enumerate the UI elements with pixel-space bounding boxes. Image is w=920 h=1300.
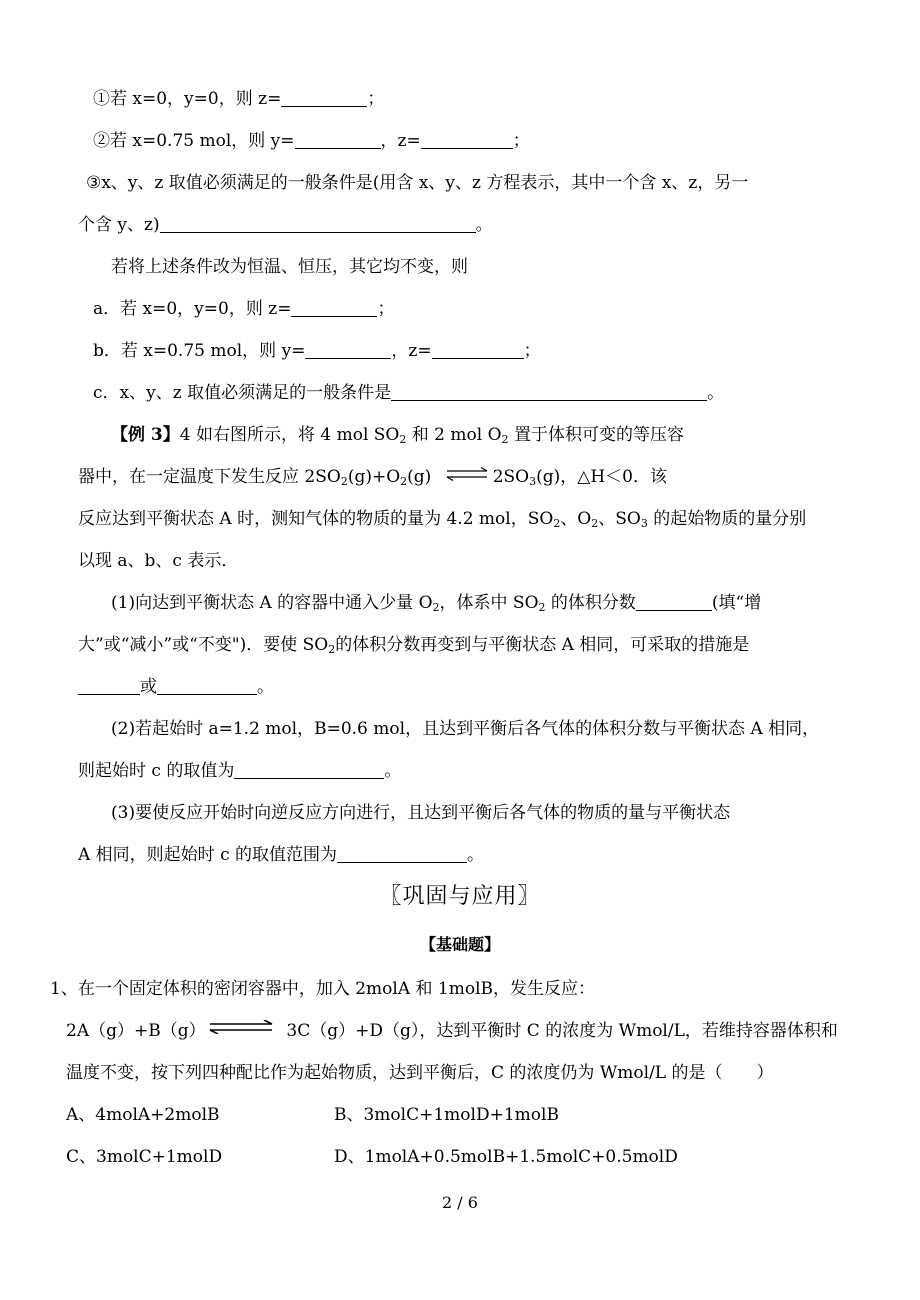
line-text: ； [512, 131, 530, 151]
line-text: (g)+O [347, 467, 401, 487]
line-text: ； [377, 299, 395, 319]
section-title: 〖巩固与应用〗 [379, 884, 541, 909]
answer-blank[interactable] [391, 383, 707, 401]
answer-blank[interactable] [295, 131, 381, 149]
line-text: ①若 x=0，y=0，则 z= [93, 89, 282, 109]
example-3-line-3 [78, 508, 806, 530]
line-text: 。 [257, 677, 274, 697]
line-text: (1)向达到平衡状态 A 的容器中通入少量 O [111, 593, 433, 613]
subscript: 3 [529, 475, 537, 488]
line-text: ，z= [380, 131, 421, 151]
question-line-4 [78, 214, 493, 236]
example-3-part2-line-1: (2)若起始时 a=1.2 mol，B=0.6 mol，且达到平衡后各气体的体积分数与平衡状态 A 相同， [111, 719, 820, 739]
equilibrium-arrow-icon [445, 467, 489, 481]
example-3-part3-line-1: (3)要使反应开始时向逆反应方向进行，且达到平衡后各气体的物质的量与平衡状态 [111, 803, 731, 823]
example-tag: 【例 3】 [111, 425, 180, 445]
line-text: (g)，△H＜0．该 [536, 467, 667, 487]
line-text: ②若 x=0.75 mol，则 y= [93, 131, 295, 151]
subscript: 2 [538, 601, 546, 614]
line-text: 器中，在一定温度下发生反应 2SO [78, 467, 341, 487]
line-text: 。 [475, 215, 493, 235]
line-text: ； [523, 341, 541, 361]
page-number: 2 / 6 [442, 1193, 478, 1212]
example-3-line-2 [78, 466, 667, 488]
option-b[interactable]: B、3molC+1molD+1molB [334, 1105, 559, 1125]
line-text: (g) [407, 467, 432, 487]
subscript: 2 [432, 601, 440, 614]
answer-blank[interactable] [157, 677, 257, 695]
option-c[interactable]: C、3molC+1molD [66, 1147, 223, 1167]
line-text: 。 [384, 761, 402, 781]
question-1-reaction [66, 1020, 838, 1042]
line-text: 2A（g）+B（g） [66, 1021, 206, 1041]
line-text: 的起始物质的量分别 [653, 509, 807, 529]
line-text: 4 如右图所示，将 4 mol SO [179, 425, 400, 445]
line-text: 反应达到平衡状态 A 时，测知气体的物质的量为 4.2 mol，SO [78, 509, 554, 529]
subscript: 2 [501, 433, 509, 446]
line-text: 和 2 mol O [411, 425, 502, 445]
answer-blank[interactable] [305, 341, 391, 359]
answer-blank[interactable] [337, 845, 467, 863]
line-text: a．若 x=0，y=0，则 z= [93, 299, 292, 319]
example-3-line-4: 以现 a、b、c 表示． [78, 551, 239, 571]
example-3-part1-line-2 [78, 634, 749, 656]
answer-blank[interactable] [234, 761, 384, 779]
line-text: 、O [560, 509, 592, 529]
line-text: 的体积分数再变到与平衡状态 A 相同，可采取的措施是 [335, 635, 750, 655]
question-line-2 [93, 130, 530, 152]
example-3-part1-line-1 [111, 592, 761, 614]
subscript: 2 [553, 517, 561, 530]
line-text: 则起始时 c 的取值为 [78, 761, 235, 781]
equilibrium-arrow-icon [208, 1020, 274, 1034]
line-text: 或 [140, 677, 157, 697]
line-text: 。 [707, 383, 725, 403]
example-3-line-1 [111, 424, 684, 446]
example-3-part2-line-2 [78, 760, 401, 782]
question-1-stem: 1、在一个固定体积的密闭容器中，加入 2molA 和 1molB，发生反应： [50, 979, 596, 999]
line-text: 个含 y、z) [78, 215, 160, 235]
line-text: 2SO [492, 467, 530, 487]
line-text: ，体系中 SO [439, 593, 539, 613]
answer-blank[interactable] [636, 593, 712, 611]
subscript: 2 [340, 475, 348, 488]
line-text: 的体积分数 [550, 593, 636, 613]
example-3-part1-line-3 [78, 676, 274, 698]
line-text: 3C（g）+D（g），达到平衡时 C 的浓度为 Wmol/L，若维持容器体积和 [286, 1021, 838, 1041]
question-line-6 [93, 298, 394, 320]
question-line-3: ③x、y、z 取值必须满足的一般条件是(用含 x、y、z 方程表示，其中一个含 x、z，另一 [86, 173, 749, 193]
subscript: 2 [328, 643, 336, 656]
question-line-8 [93, 382, 724, 404]
answer-blank[interactable] [432, 341, 524, 359]
question-line-7 [93, 340, 541, 362]
answer-blank[interactable] [291, 299, 377, 317]
line-text: 、SO [598, 509, 641, 529]
line-text: 大”或“减小”或“不变")．要使 SO [78, 635, 329, 655]
answer-blank[interactable] [78, 677, 140, 695]
subscript: 2 [399, 433, 407, 446]
question-1-stem-continued: 温度不变，按下列四种配比作为起始物质，达到平衡后，C 的浓度仍为 Wmol/L 的是（ ） [66, 1063, 774, 1083]
subscript: 2 [591, 517, 599, 530]
question-line-1 [93, 88, 384, 110]
line-text: c．x、y、z 取值必须满足的一般条件是 [93, 383, 392, 403]
subsection-title: 【基础题】 [419, 935, 500, 954]
example-3-part3-line-2 [78, 844, 484, 866]
answer-blank[interactable] [421, 131, 513, 149]
option-d[interactable]: D、1molA+0.5molB+1.5molC+0.5molD [334, 1147, 678, 1167]
subscript: 3 [640, 517, 648, 530]
line-text: (填“增 [711, 593, 762, 613]
option-a[interactable]: A、4molA+2molB [66, 1105, 220, 1125]
answer-blank[interactable] [281, 89, 367, 107]
line-text: 置于体积可变的等压容 [513, 425, 684, 445]
line-text: 。 [467, 845, 485, 865]
line-text: b．若 x=0.75 mol，则 y= [93, 341, 306, 361]
line-text: ； [367, 89, 385, 109]
question-line-5: 若将上述条件改为恒温、恒压，其它均不变，则 [111, 257, 468, 277]
subscript: 2 [400, 475, 408, 488]
line-text: A 相同，则起始时 c 的取值范围为 [78, 845, 338, 865]
answer-blank[interactable] [160, 215, 476, 233]
line-text: ，z= [391, 341, 432, 361]
